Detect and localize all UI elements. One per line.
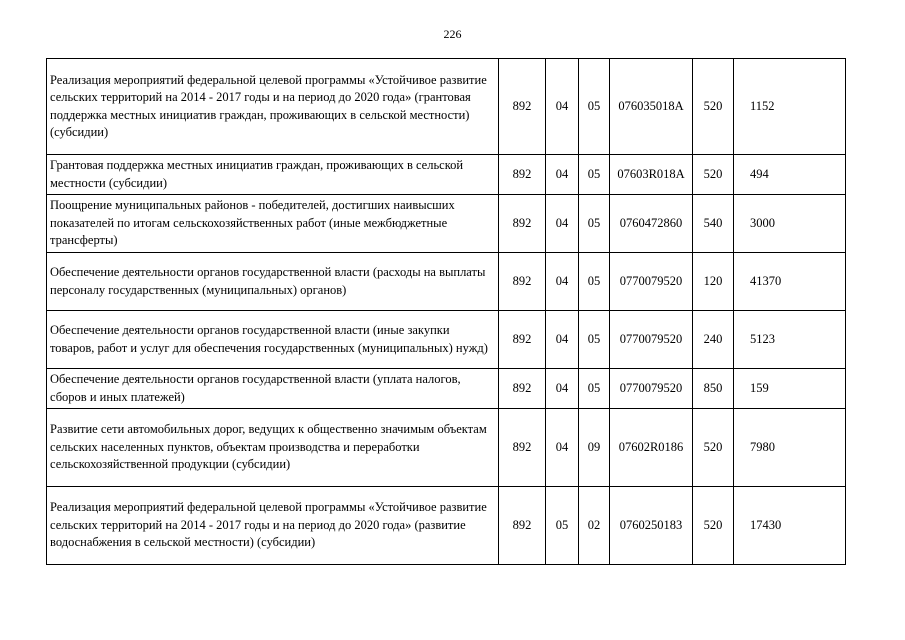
- row-section-code: 04: [546, 155, 579, 195]
- row-grbs-code: 892: [499, 487, 546, 565]
- row-subsection-code: 05: [579, 311, 610, 369]
- row-expense-type-code: 520: [693, 409, 734, 487]
- row-subsection-code: 05: [579, 155, 610, 195]
- row-description: Обеспечение деятельности органов государственной власти (уплата налогов, сборов и иных платежей): [47, 369, 499, 409]
- row-expense-type-code: 850: [693, 369, 734, 409]
- row-target-article-code: 07603R018А: [610, 155, 693, 195]
- table-row: [47, 409, 846, 487]
- row-description: Поощрение муниципальных районов - победителей, достигших наивысших показателей по итогам сельскохозяйственных работ (иные межбюджетные трансферты): [47, 195, 499, 253]
- row-amount: 17430: [734, 487, 846, 565]
- row-subsection-code: 09: [579, 409, 610, 487]
- row-target-article-code: 0760472860: [610, 195, 693, 253]
- table-row: [47, 487, 846, 565]
- table-row: [47, 369, 846, 409]
- row-subsection-code: 02: [579, 487, 610, 565]
- row-section-code: 04: [546, 59, 579, 155]
- row-grbs-code: 892: [499, 369, 546, 409]
- row-expense-type-code: 120: [693, 253, 734, 311]
- row-grbs-code: 892: [499, 59, 546, 155]
- row-grbs-code: 892: [499, 155, 546, 195]
- table-row: [47, 253, 846, 311]
- row-grbs-code: 892: [499, 311, 546, 369]
- row-amount: 159: [734, 369, 846, 409]
- row-grbs-code: 892: [499, 253, 546, 311]
- row-target-article-code: 0770079520: [610, 311, 693, 369]
- row-description: Реализация мероприятий федеральной целевой программы «Устойчивое развитие сельских территорий на 2014 - 2017 годы и на период до 2020 года» (развитие водоснабжения в сельской местности) (субсидии): [47, 487, 499, 565]
- row-amount: 494: [734, 155, 846, 195]
- row-expense-type-code: 520: [693, 59, 734, 155]
- row-description: Грантовая поддержка местных инициатив граждан, проживающих в сельской местности (субсидии): [47, 155, 499, 195]
- row-section-code: 04: [546, 253, 579, 311]
- budget-table: [46, 58, 846, 565]
- row-target-article-code: 0760250183: [610, 487, 693, 565]
- table-row: [47, 155, 846, 195]
- row-amount: 1152: [734, 59, 846, 155]
- row-subsection-code: 05: [579, 369, 610, 409]
- row-section-code: 04: [546, 311, 579, 369]
- row-section-code: 04: [546, 369, 579, 409]
- row-subsection-code: 05: [579, 253, 610, 311]
- page-number: 226: [443, 27, 462, 41]
- row-section-code: 04: [546, 409, 579, 487]
- row-expense-type-code: 520: [693, 487, 734, 565]
- table-row: [47, 59, 846, 155]
- row-expense-type-code: 520: [693, 155, 734, 195]
- row-subsection-code: 05: [579, 59, 610, 155]
- row-target-article-code: 0770079520: [610, 369, 693, 409]
- table-row: [47, 195, 846, 253]
- row-description: Развитие сети автомобильных дорог, ведущих к общественно значимым объектам сельских населенных пунктов, объектам производства и переработки сельскохозяйственной продукции (субсидии): [47, 409, 499, 487]
- row-section-code: 05: [546, 487, 579, 565]
- row-description: Реализация мероприятий федеральной целевой программы «Устойчивое развитие сельских территорий на 2014 - 2017 годы и на период до 2020 года» (грантовая поддержка местных инициатив граждан, проживающих в сельской местности) (субсидии): [47, 59, 499, 155]
- row-target-article-code: 076035018А: [610, 59, 693, 155]
- row-subsection-code: 05: [579, 195, 610, 253]
- row-expense-type-code: 240: [693, 311, 734, 369]
- row-section-code: 04: [546, 195, 579, 253]
- row-description: Обеспечение деятельности органов государственной власти (иные закупки товаров, работ и услуг для обеспечения государственных (муниципальных) нужд): [47, 311, 499, 369]
- row-amount: 5123: [734, 311, 846, 369]
- row-grbs-code: 892: [499, 195, 546, 253]
- table-row: [47, 311, 846, 369]
- row-target-article-code: 0770079520: [610, 253, 693, 311]
- row-amount: 7980: [734, 409, 846, 487]
- row-target-article-code: 07602R0186: [610, 409, 693, 487]
- row-grbs-code: 892: [499, 409, 546, 487]
- row-description: Обеспечение деятельности органов государственной власти (расходы на выплаты персоналу государственных (муниципальных) органов): [47, 253, 499, 311]
- row-expense-type-code: 540: [693, 195, 734, 253]
- row-amount: 41370: [734, 253, 846, 311]
- row-amount: 3000: [734, 195, 846, 253]
